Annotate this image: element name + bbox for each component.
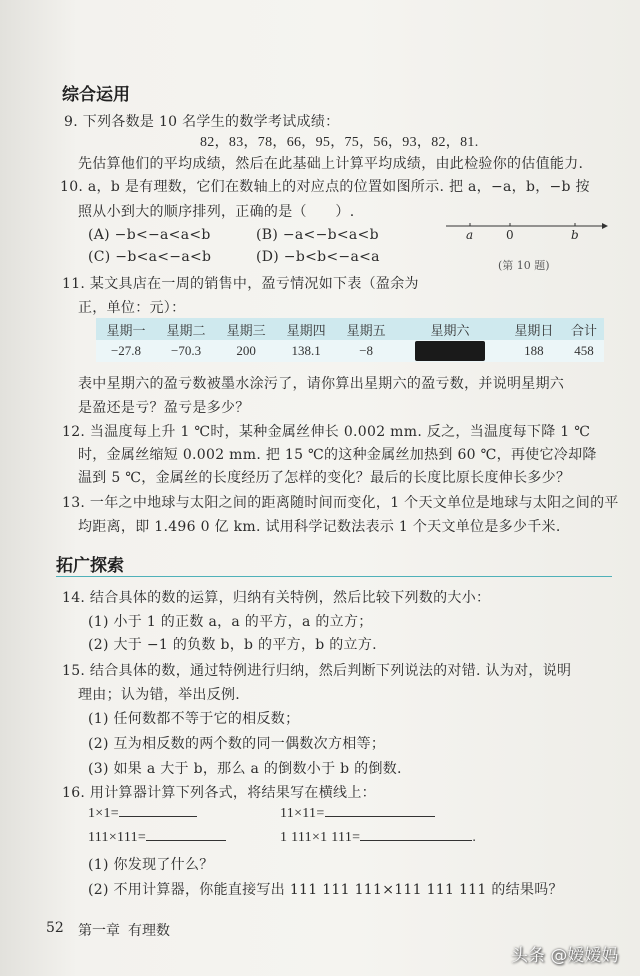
q12-line1: 12. 当温度每上升 1 ℃时，某种金属丝伸长 0.002 mm. 反之，当温度每下降 1 ℃: [62, 424, 591, 440]
sales-table: [96, 318, 604, 362]
q11-line1: 11. 某文具店在一周的销售中，盈亏情况如下表（盈余为: [62, 276, 419, 292]
q16-item2: (2) 不用计算器，你能直接写出 111 111 111×111 111 111 的结果吗？: [88, 882, 563, 898]
expr3-text: 111×111=: [88, 830, 147, 845]
expr1-text: 1×1=: [88, 806, 119, 821]
q16-line1: 16. 用计算器计算下列各式，将结果写在横线上：: [62, 785, 376, 801]
value-sun: 188: [504, 340, 564, 362]
header-thu: 星期四: [276, 318, 336, 340]
expr4-text: 1 111×1 111=: [280, 830, 361, 845]
section-title-application: 综合运用: [62, 85, 130, 105]
q16-item1: (1) 你发现了什么？: [88, 857, 214, 873]
sales-table-value-row: [96, 340, 604, 362]
watermark: 头条 @嫒嫒妈: [511, 946, 619, 966]
header-tue: 星期二: [156, 318, 216, 340]
section-title-exploration: 拓广探索: [56, 556, 124, 576]
q11-line2: 正，单位：元）：: [78, 300, 186, 316]
sales-table-header-row: [96, 318, 604, 340]
q14-item1: (1) 小于 1 的正数 a，a 的平方，a 的立方；: [88, 614, 373, 630]
number-line-arrow: [602, 223, 608, 229]
q9-follow: 先估算他们的平均成绩，然后在此基础上计算平均成绩，由此检验你的估值能力.: [78, 156, 584, 172]
q14-item2: (2) 大于 −1 的负数 b，b 的平方，b 的立方.: [88, 637, 377, 653]
q15-item1: (1) 任何数都不等于它的相反数；: [88, 711, 300, 727]
q15-line1: 15. 结合具体的数，通过特例进行归纳，然后判断下列说法的对错. 认为对，说明: [62, 663, 572, 679]
axis-label-a: a: [466, 228, 474, 242]
q10-option-a: (A) −b<−a<a<b: [88, 227, 211, 243]
answer-blank-3[interactable]: [146, 840, 226, 841]
value-sat-ink-blot: [396, 340, 504, 362]
q10-option-b: (B) −a<−b<a<b: [256, 227, 379, 243]
axis-label-b: b: [571, 228, 579, 242]
q16-expr4: 1 111×1 111= .: [280, 830, 477, 845]
q10-line2: 照从小到大的顺序排列，正确的是（ ）.: [78, 204, 355, 220]
q10-option-c: (C) −b<a<−a<b: [88, 249, 212, 265]
q9-data: 82，83，78，66，95，75，56，93，82，81.: [200, 135, 479, 150]
expr2-text: 11×11=: [280, 806, 325, 821]
q10-option-d: (D) −b<b<−a<a: [256, 249, 380, 265]
q13-line1: 13. 一年之中地球与太阳之间的距离随时间而变化，1 个天文单位是地球与太阳之间的平: [62, 495, 619, 511]
answer-blank-2[interactable]: [325, 816, 435, 817]
page-number: 52: [46, 920, 64, 936]
q11-follow1: 表中星期六的盈亏数被墨水涂污了，请你算出星期六的盈亏数，并说明星期六: [78, 376, 565, 392]
value-tue: −70.3: [156, 340, 216, 362]
value-mon: −27.8: [96, 340, 156, 362]
q9-text: 9. 下列各数是 10 名学生的数学考试成绩：: [64, 114, 340, 130]
q15-item3: (3) 如果 a 大于 b，那么 a 的倒数小于 b 的倒数.: [88, 761, 402, 777]
ink-blot: [415, 341, 485, 361]
q15-item2: (2) 互为相反数的两个数的同一偶数次方相等；: [88, 736, 386, 752]
q10-line1: 10. a，b 是有理数，它们在数轴上的对应点的位置如图所示. 把 a，−a，b，−b 按: [60, 179, 590, 195]
section-divider: [56, 576, 612, 577]
value-wed: 200: [216, 340, 276, 362]
q13-line2: 均距离，即 1.496 0 亿 km. 试用科学记数法表示 1 个天文单位是多少千米.: [78, 519, 561, 535]
q11-follow2: 是盈还是亏？盈亏是多少？: [78, 400, 250, 416]
value-total: 458: [564, 340, 604, 362]
value-thu: 138.1: [276, 340, 336, 362]
header-sun: 星期日: [504, 318, 564, 340]
header-total: 合计: [564, 318, 604, 340]
value-fri: −8: [336, 340, 396, 362]
header-sat: 星期六: [396, 318, 504, 340]
q14-line1: 14. 结合具体的数的运算，归纳有关特例，然后比较下列数的大小：: [62, 590, 491, 606]
q12-line3: 温到 5 ℃，金属丝的长度经历了怎样的变化？最后的长度比原长度伸长多少？: [78, 470, 571, 486]
answer-blank-1[interactable]: [119, 816, 197, 817]
q15-line2: 理由；认为错，举出反例.: [78, 687, 241, 703]
axis-label-zero: 0: [506, 228, 514, 242]
figure-caption: (第 10 题): [498, 259, 550, 272]
header-wed: 星期三: [216, 318, 276, 340]
header-fri: 星期五: [336, 318, 396, 340]
q16-expr2: [280, 806, 435, 822]
answer-blank-4[interactable]: [360, 840, 472, 841]
header-mon: 星期一: [96, 318, 156, 340]
chapter-label: 第一章: [78, 923, 120, 939]
q16-expr3: [88, 830, 226, 846]
q16-expr1: [88, 806, 197, 822]
q12-line2: 时，金属丝缩短 0.002 mm. 把 15 ℃的这种金属丝加热到 60 ℃，再使它冷却降: [78, 447, 597, 463]
chapter-title: 有理数: [128, 923, 170, 939]
